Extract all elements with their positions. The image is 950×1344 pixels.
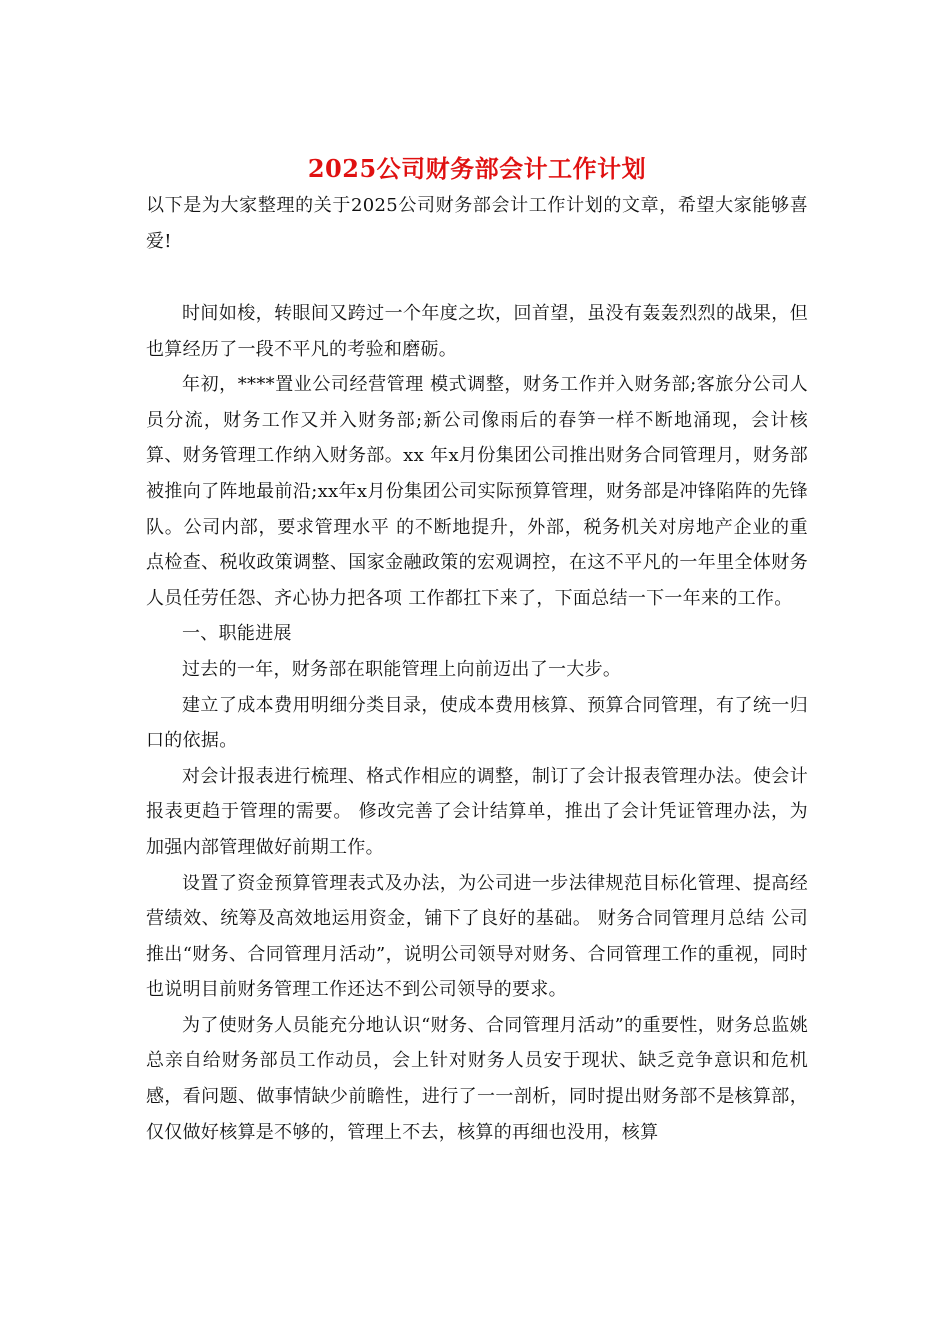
document-title: 2025公司财务部会计工作计划 [307,154,647,183]
body-paragraph: 过去的一年，财务部在职能管理上向前迈出了一大步。 [182,658,622,680]
intro-paragraph: 以下是为大家整理的关于2025公司财务部会计工作计划的文章，希望大家能够喜爱! [146,195,808,252]
body-paragraph: 为了使财务人员能充分地认识“财务、合同管理月活动”的重要性，财务总监姚总亲自给财务部员工作动员，会上针对财务人员安于现状、缺乏竞争意识和危机 感，看问题、做事情缺少前瞻性，进行了一一剖析，同时提出财务部不是核算部，仅仅做好核算是不够的，管理上不去，核算的再细也没用，核算 [146,1014,808,1143]
body-paragraph: 对会计报表进行梳理、格式作相应的调整，制订了会计报表管理办法。使会计报表更趋于管理的需要。 修改完善了会计结算单，推出了会计凭证管理办法，为加强内部管理做好前期工作。 [146,765,808,858]
body-paragraph: 设置了资金预算管理表式及办法，为公司进一步法律规范目标化管理、提高经营绩效、统筹及高效地运用资金，铺下了良好的基础。 财务合同管理月总结 公司推出“财务、合同管理月活动”，说明公司领导对财务、合同管理工作的重视，同时也说明目前财务管理工作还达不到公司领导的要求。 [146,872,808,1001]
body-paragraph: 建立了成本费用明细分类目录，使成本费用核算、预算合同管理，有了统一归口的依据。 [146,694,808,752]
body-paragraph: 时间如梭，转眼间又跨过一个年度之坎，回首望，虽没有轰轰烈烈的战果，但也算经历了一段不平凡的考验和磨砺。 [146,303,808,360]
blank-line [146,259,808,296]
section-heading: 一、职能进展 [182,623,292,645]
body-paragraph: 年初，****置业公司经营管理 模式调整，财务工作并入财务部;客旅分公司人员分流，财务工作又并入财务部;新公司像雨后的春笋一样不断地涌现，会计核算、财务管理工作纳入财务部。xx 年x月份集团公司推出财务合同管理月，财务部被推向了阵地最前沿;xx年x月份集团公司实际预算管理，财务部是冲锋陷阵的先锋队。公司内部，要求管理水平 的不断地提升，外部，税务机关对房地产企业的重点检查、税收政策调整、国家金融政策的宏观调控，在这不平凡的一年里全体财务人员任劳任怨、齐心协力把各项 工作都扛下来了，下面总结一下一年来的工作。 [146,374,808,609]
